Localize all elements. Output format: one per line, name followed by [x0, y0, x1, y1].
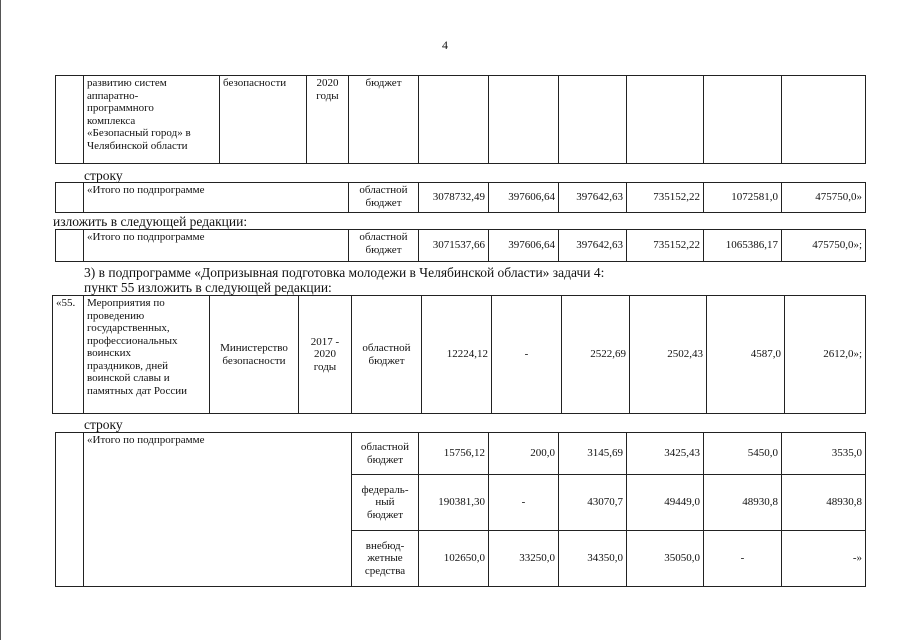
table-point-55	[52, 295, 866, 414]
cell-value: 475750,0»	[782, 183, 866, 213]
cell-value: 4587,0	[707, 296, 785, 414]
cell-value: 2612,0»;	[785, 296, 866, 414]
table-total-subprogram	[55, 432, 866, 587]
table-continuation	[55, 75, 866, 164]
table-total-new	[55, 229, 866, 262]
cell-value: 2522,69	[562, 296, 630, 414]
cell-period: 2017 - 2020 годы	[299, 296, 352, 414]
cell-value: 735152,22	[627, 183, 704, 213]
cell-executor: безопасности	[220, 76, 307, 164]
cell-value: 33250,0	[489, 531, 559, 587]
cell-value: -	[489, 475, 559, 531]
cell-value: 397606,64	[489, 183, 559, 213]
cell-source: внебюд- жетные средства	[352, 531, 419, 587]
cell-value: 1072581,0	[704, 183, 782, 213]
cell-value: 3145,69	[559, 433, 627, 475]
paragraph-point-55: пункт 55 изложить в следующей редакции:	[84, 280, 332, 295]
table-total-old	[55, 182, 866, 213]
label-edition-1: изложить в следующей редакции:	[53, 214, 248, 229]
cell-value: 35050,0	[627, 531, 704, 587]
paragraph-3: 3) в подпрограмме «Допризывная подготовка молодежи в Челябинской области» задачи 4:	[84, 265, 605, 280]
cell-value: 200,0	[489, 433, 559, 475]
cell-value: 34350,0	[559, 531, 627, 587]
cell-value: 48930,8	[704, 475, 782, 531]
cell-value: 3425,43	[627, 433, 704, 475]
cell-total-name: «Итого по подпрограмме	[84, 433, 352, 587]
cell-value: 190381,30	[419, 475, 489, 531]
cell-source: областной бюджет	[349, 183, 419, 213]
cell-value: 2502,43	[630, 296, 707, 414]
cell-total-name: «Итого по подпрограмме	[84, 230, 349, 262]
cell-value: 3535,0	[782, 433, 866, 475]
cell-value: -»	[782, 531, 866, 587]
cell-value: 397642,63	[559, 183, 627, 213]
cell-value: 48930,8	[782, 475, 866, 531]
label-stroku-2: строку	[84, 417, 123, 432]
scan-edge-line	[0, 0, 1, 640]
cell-source: федераль- ный бюджет	[352, 475, 419, 531]
cell-source: областной бюджет	[352, 296, 422, 414]
cell-name: Мероприятия по проведению государственных, профессиональных воинских праздников, дней воинской славы и памятных дат России	[84, 296, 210, 414]
cell-value: -	[492, 296, 562, 414]
cell-period: 2020 годы	[307, 76, 349, 164]
cell-value: 102650,0	[419, 531, 489, 587]
cell-source: областной бюджет	[349, 230, 419, 262]
cell-value: 15756,12	[419, 433, 489, 475]
cell-value: 397606,64	[489, 230, 559, 262]
cell-value: 3071537,66	[419, 230, 489, 262]
cell-value: 475750,0»;	[782, 230, 866, 262]
cell-value: 12224,12	[422, 296, 492, 414]
cell-value: 43070,7	[559, 475, 627, 531]
cell-value: 3078732,49	[419, 183, 489, 213]
cell-number: «55.	[53, 296, 84, 414]
cell-value: 49449,0	[627, 475, 704, 531]
cell-value: -	[704, 531, 782, 587]
cell-source: областной бюджет	[352, 433, 419, 475]
cell-source: бюджет	[349, 76, 419, 164]
cell-value: 1065386,17	[704, 230, 782, 262]
cell-value: 735152,22	[627, 230, 704, 262]
cell-executor: Министерство безопасности	[210, 296, 299, 414]
cell-value: 5450,0	[704, 433, 782, 475]
page-number: 4	[442, 38, 448, 52]
cell-value: 397642,63	[559, 230, 627, 262]
cell-name: развитию систем аппаратно- программного комплекса «Безопасный город» в Челябинской области	[84, 76, 220, 164]
cell-number	[56, 76, 84, 164]
cell-total-name: «Итого по подпрограмме	[84, 183, 349, 213]
label-stroku-1: строку	[84, 168, 123, 183]
